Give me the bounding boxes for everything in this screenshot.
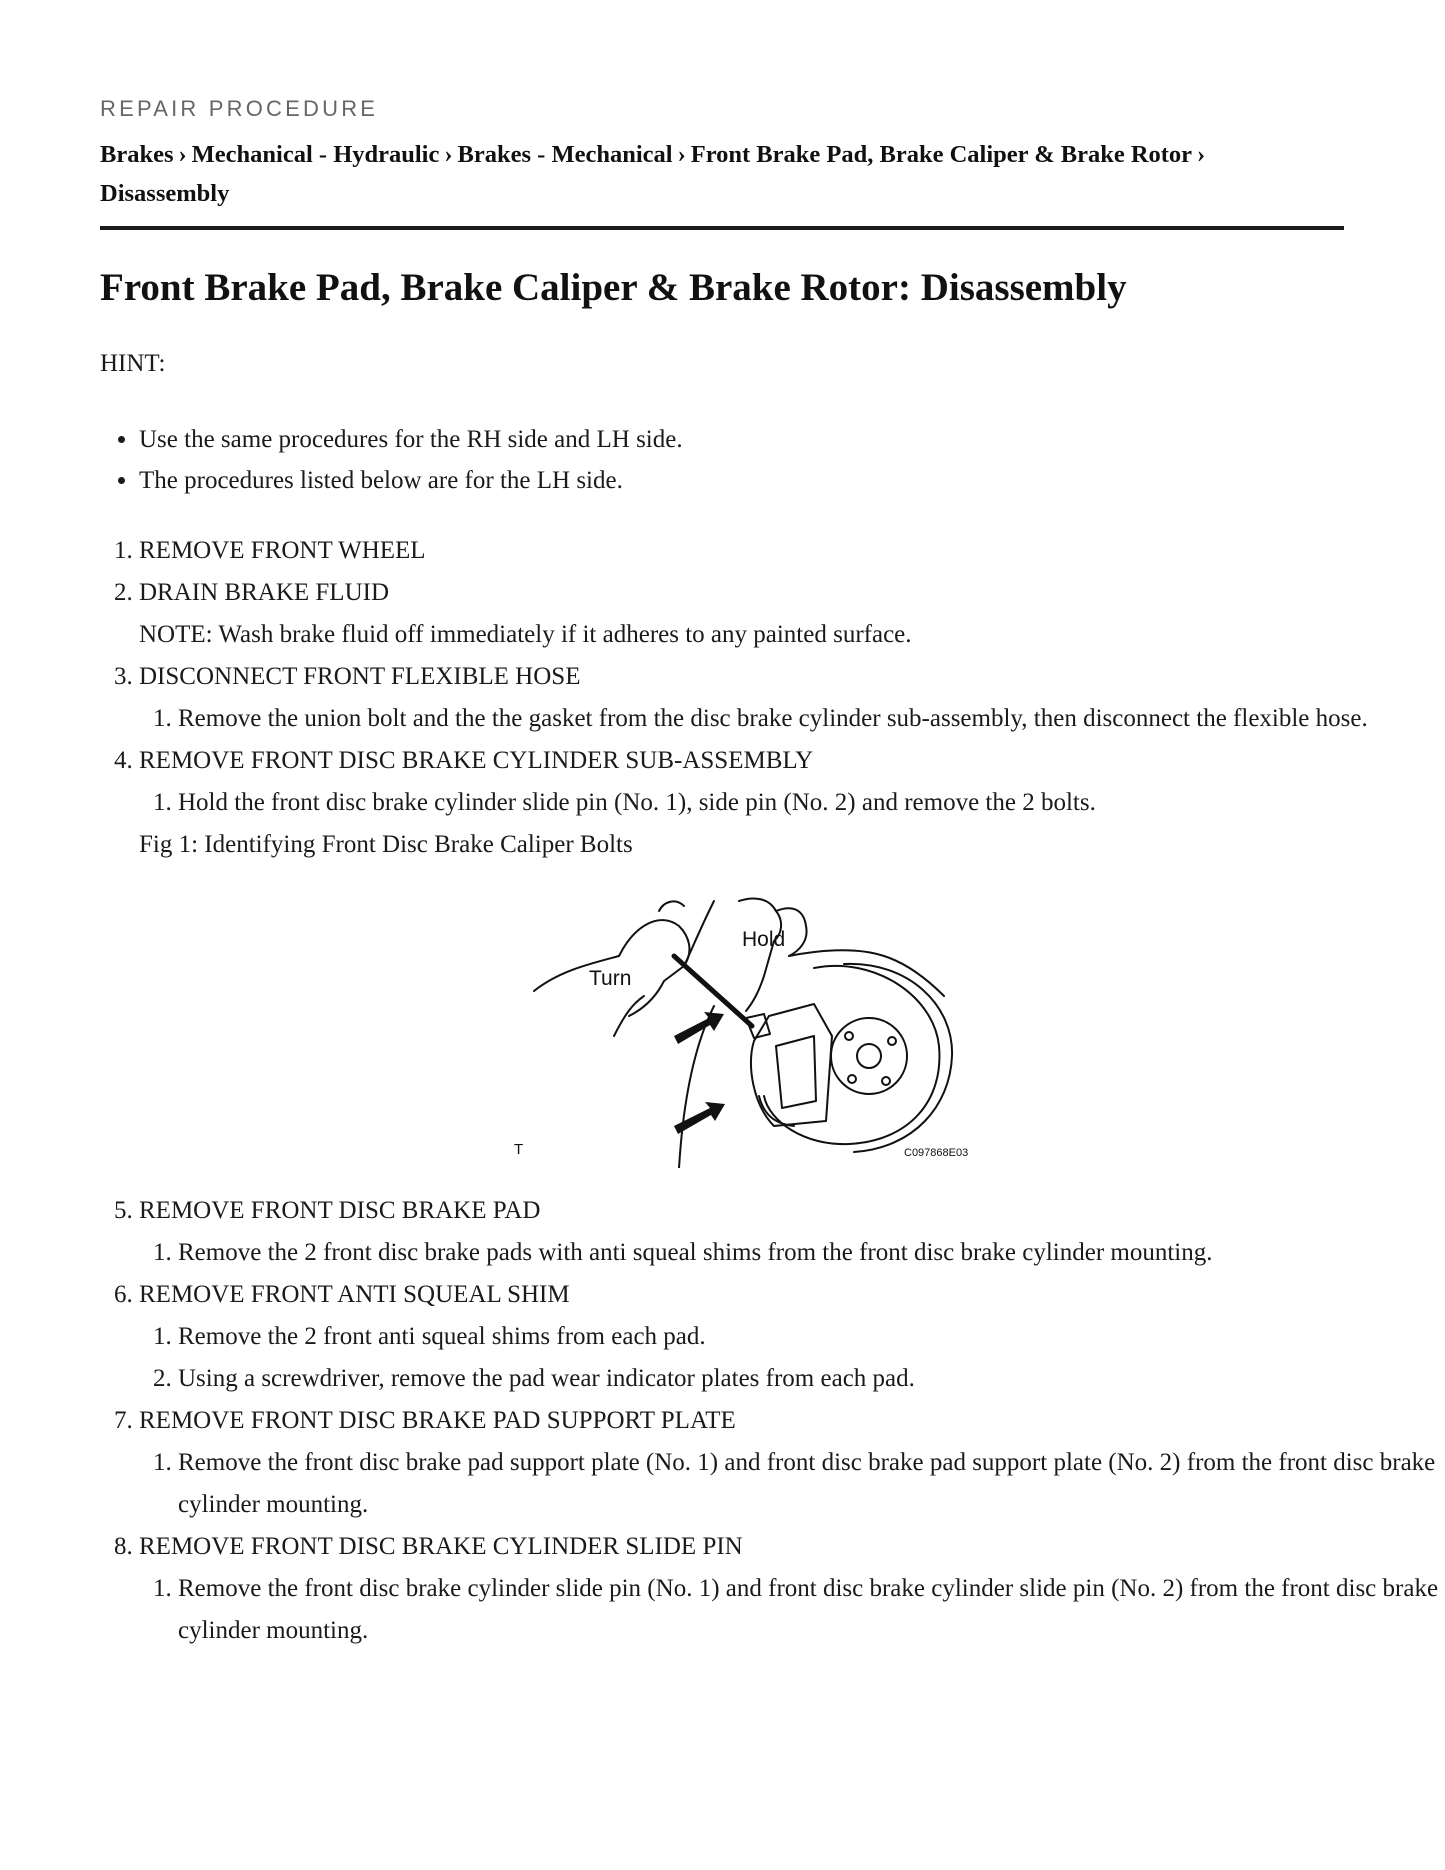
rotor-edge: [844, 964, 952, 1152]
substep-list: [139, 1232, 1445, 1274]
header-divider: [100, 226, 1344, 230]
caliper-illustration: [514, 886, 994, 1168]
breadcrumb-item[interactable]: Brakes - Mechanical: [457, 141, 673, 168]
step-item: [139, 740, 1445, 1168]
page-title: Front Brake Pad, Brake Caliper & Brake Rotor: Disassembly: [100, 266, 1127, 309]
substep-item: 1. Remove the 2 front anti squeal shims from each pad.: [178, 1316, 1445, 1358]
hint-label: HINT:: [100, 350, 166, 377]
step-item: [139, 1190, 1445, 1274]
substep-item: 1. Remove the 2 front disc brake pads with anti squeal shims from the front disc brake cylinder mounting.: [178, 1232, 1445, 1274]
breadcrumb-separator: ›: [677, 141, 686, 168]
breadcrumb: [100, 135, 1345, 213]
substep-list: [139, 1316, 1445, 1400]
section-kicker: REPAIR PROCEDURE: [100, 96, 379, 121]
hub-outline: [831, 1018, 907, 1094]
step-label: DRAIN BRAKE FLUID: [139, 579, 389, 606]
breadcrumb-item[interactable]: Brakes: [100, 141, 174, 168]
step-item: [139, 656, 1445, 740]
substep-item: 2. Using a screwdriver, remove the pad wear indicator plates from each pad.: [178, 1358, 1445, 1400]
step-item: [139, 530, 1445, 572]
hint-item: • Use the same procedures for the RH side and LH side.: [139, 419, 683, 460]
substep-item: 1. Hold the front disc brake cylinder slide pin (No. 1), side pin (No. 2) and remove the 2 bolts.: [178, 782, 1445, 824]
step-label: REMOVE FRONT DISC BRAKE CYLINDER SUB-ASSEMBLY: [139, 747, 814, 774]
step-item: [139, 572, 1445, 656]
hub-center: [857, 1044, 881, 1068]
substep-item: 1. Remove the union bolt and the the gasket from the disc brake cylinder sub-assembly, then disconnect the flexible hose.: [178, 698, 1445, 740]
rotor-outline: [764, 966, 939, 1144]
label-t: T: [514, 1141, 524, 1158]
hint-item: • The procedures listed below are for the LH side.: [139, 460, 683, 501]
step-item: [139, 1274, 1445, 1400]
figure-code: C097868E03: [904, 1147, 969, 1159]
step-label: REMOVE FRONT DISC BRAKE CYLINDER SLIDE PIN: [139, 1533, 743, 1560]
hand-hold: [739, 898, 781, 1011]
substep-list: [139, 1442, 1445, 1526]
breadcrumb-item-current: Disassembly: [100, 180, 230, 207]
label-hold: Hold: [742, 928, 786, 951]
substep-list: [139, 698, 1445, 740]
step-note: NOTE: Wash brake fluid off immediately if it adheres to any painted surface.: [139, 621, 912, 648]
step-item: [139, 1526, 1445, 1652]
step-label: REMOVE FRONT ANTI SQUEAL SHIM: [139, 1281, 570, 1308]
step-label: REMOVE FRONT DISC BRAKE PAD: [139, 1197, 541, 1224]
arrow-lower: [674, 1102, 725, 1134]
breadcrumb-separator: ›: [444, 141, 453, 168]
step-label: DISCONNECT FRONT FLEXIBLE HOSE: [139, 663, 581, 690]
procedure-steps: [100, 530, 1445, 1652]
breadcrumb-separator: ›: [178, 141, 187, 168]
breadcrumb-separator: ›: [1197, 141, 1206, 168]
substep-item: 1. Remove the front disc brake pad support plate (No. 1) and front disc brake pad support plate (No. 2) from the front disc brake cylinder mounting.: [178, 1442, 1445, 1526]
hint-list: [100, 419, 683, 501]
substep-item: 1. Remove the front disc brake cylinder slide pin (No. 1) and front disc brake cylinder slide pin (No. 2) from the front disc brake cylinder mounting.: [178, 1568, 1445, 1652]
step-item: [139, 1400, 1445, 1526]
breadcrumb-item[interactable]: Front Brake Pad, Brake Caliper & Brake Rotor: [690, 141, 1193, 168]
label-turn: Turn: [589, 967, 632, 990]
substep-list: [139, 782, 1445, 824]
arrow-upper: [674, 1012, 724, 1044]
step-label: REMOVE FRONT DISC BRAKE PAD SUPPORT PLATE: [139, 1407, 736, 1434]
substep-list: [139, 1568, 1445, 1652]
figure-caption: Fig 1: Identifying Front Disc Brake Caliper Bolts: [139, 831, 633, 858]
breadcrumb-item[interactable]: Mechanical - Hydraulic: [191, 141, 440, 168]
step-label: REMOVE FRONT WHEEL: [139, 537, 426, 564]
caliper-figure: [139, 886, 1445, 1168]
